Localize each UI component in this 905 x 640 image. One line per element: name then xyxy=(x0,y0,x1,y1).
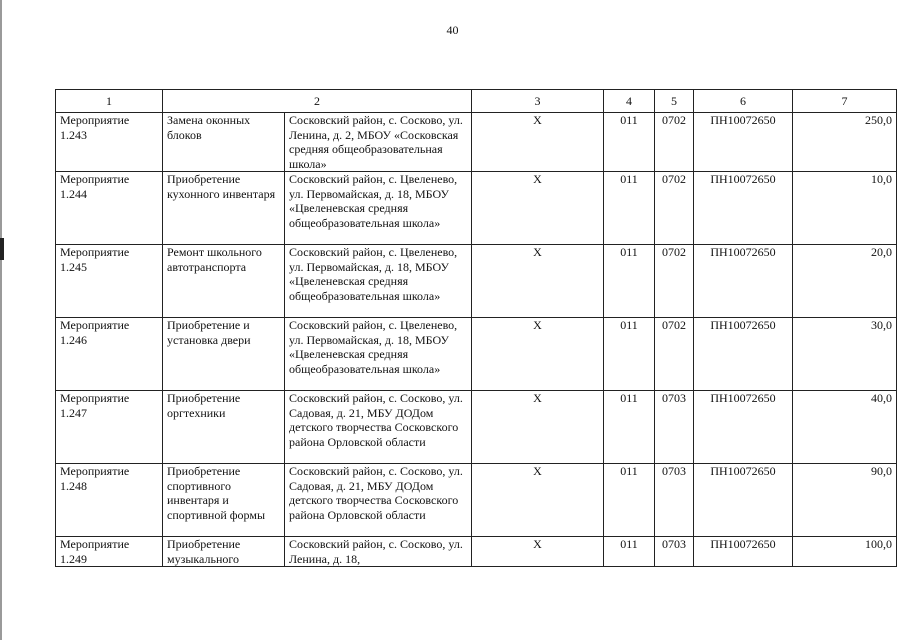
col3-cell: Х xyxy=(472,245,604,318)
amount-cell: 250,0 xyxy=(793,113,897,172)
col4-cell: 011 xyxy=(604,113,655,172)
col4-cell: 011 xyxy=(604,391,655,464)
table-row xyxy=(56,318,897,391)
event-name-cell: Приобретение оргтехники xyxy=(163,391,285,464)
amount-cell: 30,0 xyxy=(793,318,897,391)
col6-cell: ПН10072650 xyxy=(694,113,793,172)
table-row xyxy=(56,464,897,537)
event-cell: Мероприятие 1.246 xyxy=(56,318,163,391)
header-cell: 5 xyxy=(655,90,694,113)
col4-cell: 011 xyxy=(604,318,655,391)
col3-cell: Х xyxy=(472,318,604,391)
event-name-cell: Приобретение и установка двери xyxy=(163,318,285,391)
table-row xyxy=(56,537,897,567)
col6-cell: ПН10072650 xyxy=(694,391,793,464)
event-cell: Мероприятие 1.249 xyxy=(56,537,163,567)
col5-cell: 0703 xyxy=(655,464,694,537)
col3-cell: Х xyxy=(472,537,604,567)
location-cell: Сосковский район, с. Цвеленево, ул. Первомайская, д. 18, МБОУ «Цвеленевская средняя общеобразовательная школа» xyxy=(285,318,472,391)
col5-cell: 0702 xyxy=(655,245,694,318)
header-cell: 7 xyxy=(793,90,897,113)
col4-cell: 011 xyxy=(604,245,655,318)
event-name-cell: Приобретение кухонного инвентаря xyxy=(163,172,285,245)
col4-cell: 011 xyxy=(604,464,655,537)
col5-cell: 0703 xyxy=(655,391,694,464)
amount-cell: 90,0 xyxy=(793,464,897,537)
event-cell: Мероприятие 1.245 xyxy=(56,245,163,318)
event-name-cell: Приобретение спортивного инвентаря и спортивной формы xyxy=(163,464,285,537)
header-cell: 1 xyxy=(56,90,163,113)
event-cell: Мероприятие 1.248 xyxy=(56,464,163,537)
location-cell: Сосковский район, с. Сосково, ул. Садовая, д. 21, МБУ ДОДом детского творчества Сосковского района Орловской области xyxy=(285,391,472,464)
col3-cell: Х xyxy=(472,391,604,464)
page-left-edge xyxy=(0,0,2,640)
event-name-cell: Приобретение музыкального xyxy=(163,537,285,567)
col5-cell: 0702 xyxy=(655,172,694,245)
table-row xyxy=(56,113,897,172)
col3-cell: Х xyxy=(472,172,604,245)
location-cell: Сосковский район, с. Сосково, ул. Ленина, д. 18, xyxy=(285,537,472,567)
col3-cell: Х xyxy=(472,464,604,537)
table-header-row xyxy=(56,90,897,113)
event-cell: Мероприятие 1.247 xyxy=(56,391,163,464)
location-cell: Сосковский район, с. Сосково, ул. Садовая, д. 21, МБУ ДОДом детского творчества Сосковского района Орловской области xyxy=(285,464,472,537)
col6-cell: ПН10072650 xyxy=(694,464,793,537)
col5-cell: 0702 xyxy=(655,318,694,391)
col4-cell: 011 xyxy=(604,537,655,567)
table-row xyxy=(56,172,897,245)
col6-cell: ПН10072650 xyxy=(694,537,793,567)
table-row xyxy=(56,245,897,318)
col6-cell: ПН10072650 xyxy=(694,172,793,245)
header-cell: 3 xyxy=(472,90,604,113)
header-cell: 4 xyxy=(604,90,655,113)
col6-cell: ПН10072650 xyxy=(694,318,793,391)
amount-cell: 20,0 xyxy=(793,245,897,318)
col5-cell: 0702 xyxy=(655,113,694,172)
location-cell: Сосковский район, с. Цвеленево, ул. Первомайская, д. 18, МБОУ «Цвеленевская средняя общеобразовательная школа» xyxy=(285,245,472,318)
amount-cell: 100,0 xyxy=(793,537,897,567)
amount-cell: 40,0 xyxy=(793,391,897,464)
event-cell: Мероприятие 1.244 xyxy=(56,172,163,245)
event-name-cell: Ремонт школьного автотранспорта xyxy=(163,245,285,318)
table-row xyxy=(56,391,897,464)
col4-cell: 011 xyxy=(604,172,655,245)
header-cell: 2 xyxy=(163,90,472,113)
location-cell: Сосковский район, с. Сосково, ул. Ленина, д. 2, МБОУ «Сосковская средняя общеобразовательная школа» xyxy=(285,113,472,172)
header-cell: 6 xyxy=(694,90,793,113)
scan-mark xyxy=(0,238,4,260)
event-name-cell: Замена оконных блоков xyxy=(163,113,285,172)
budget-table xyxy=(55,89,897,567)
page-number: 40 xyxy=(446,23,459,37)
location-cell: Сосковский район, с. Цвеленево, ул. Первомайская, д. 18, МБОУ «Цвеленевская средняя общеобразовательная школа» xyxy=(285,172,472,245)
amount-cell: 10,0 xyxy=(793,172,897,245)
col3-cell: Х xyxy=(472,113,604,172)
col5-cell: 0703 xyxy=(655,537,694,567)
col6-cell: ПН10072650 xyxy=(694,245,793,318)
event-cell: Мероприятие 1.243 xyxy=(56,113,163,172)
